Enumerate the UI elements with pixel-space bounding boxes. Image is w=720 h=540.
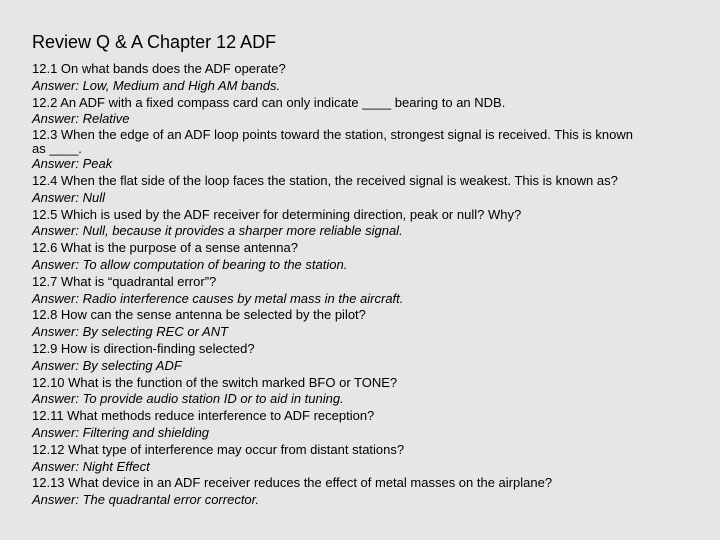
question-12-1: 12.1 On what bands does the ADF operate? <box>32 61 286 76</box>
question-12-3-line-2: as ____. <box>32 141 82 157</box>
answer-12-11: Answer: Filtering and shielding <box>32 424 210 440</box>
answer-12-2: Answer: Relative <box>32 111 130 127</box>
answer-12-4: Answer: Null <box>32 189 105 205</box>
slide-title: Review Q & A Chapter 12 ADF <box>32 32 277 52</box>
answer-12-6: Answer: To allow computation of bearing to the station. <box>32 256 348 272</box>
question-12-9: 12.9 How is direction-finding selected? <box>32 340 255 356</box>
answer-12-9: Answer: By selecting ADF <box>32 357 182 373</box>
answer-12-7: Answer: Radio interference causes by metal mass in the aircraft. <box>32 290 404 306</box>
question-12-10: 12.10 What is the function of the switch marked BFO or TONE? <box>32 374 398 390</box>
question-12-5: 12.5 Which is used by the ADF receiver for determining direction, peak or null? Why? <box>32 206 522 222</box>
question-12-13: 12.13 What device in an ADF receiver reduces the effect of metal masses on the airplane? <box>32 475 553 491</box>
question-12-3-line-1: 12.3 When the edge of an ADF loop points toward the station, strongest signal is received. This is known <box>32 127 633 143</box>
question-12-11: 12.11 What methods reduce interference to ADF reception? <box>32 408 375 424</box>
question-12-12: 12.12 What type of interference may occur from distant stations? <box>32 441 405 457</box>
answer-12-10: Answer: To provide audio station ID or to aid in tuning. <box>32 391 344 407</box>
question-12-6: 12.6 What is the purpose of a sense antenna? <box>32 240 298 256</box>
answer-12-12: Answer: Night Effect <box>32 458 150 474</box>
qa-list <box>32 61 692 509</box>
question-12-4: 12.4 When the flat side of the loop faces the station, the received signal is weakest. This is known as? <box>32 172 618 188</box>
answer-12-13: Answer: The quadrantal error corrector. <box>32 492 260 508</box>
question-12-7: 12.7 What is “quadrantal error”? <box>32 273 217 289</box>
answer-12-8: Answer: By selecting REC or ANT <box>32 324 229 340</box>
question-12-8: 12.8 How can the sense antenna be selected by the pilot? <box>32 307 366 323</box>
answer-12-5: Answer: Null, because it provides a sharper more reliable signal. <box>32 223 403 239</box>
question-12-2: 12.2 An ADF with a fixed compass card can only indicate ____ bearing to an NDB. <box>32 94 506 110</box>
answer-12-3: Answer: Peak <box>32 156 113 172</box>
answer-12-1: Answer: Low, Medium and High AM bands. <box>32 77 281 93</box>
question-12-3 <box>32 128 692 156</box>
